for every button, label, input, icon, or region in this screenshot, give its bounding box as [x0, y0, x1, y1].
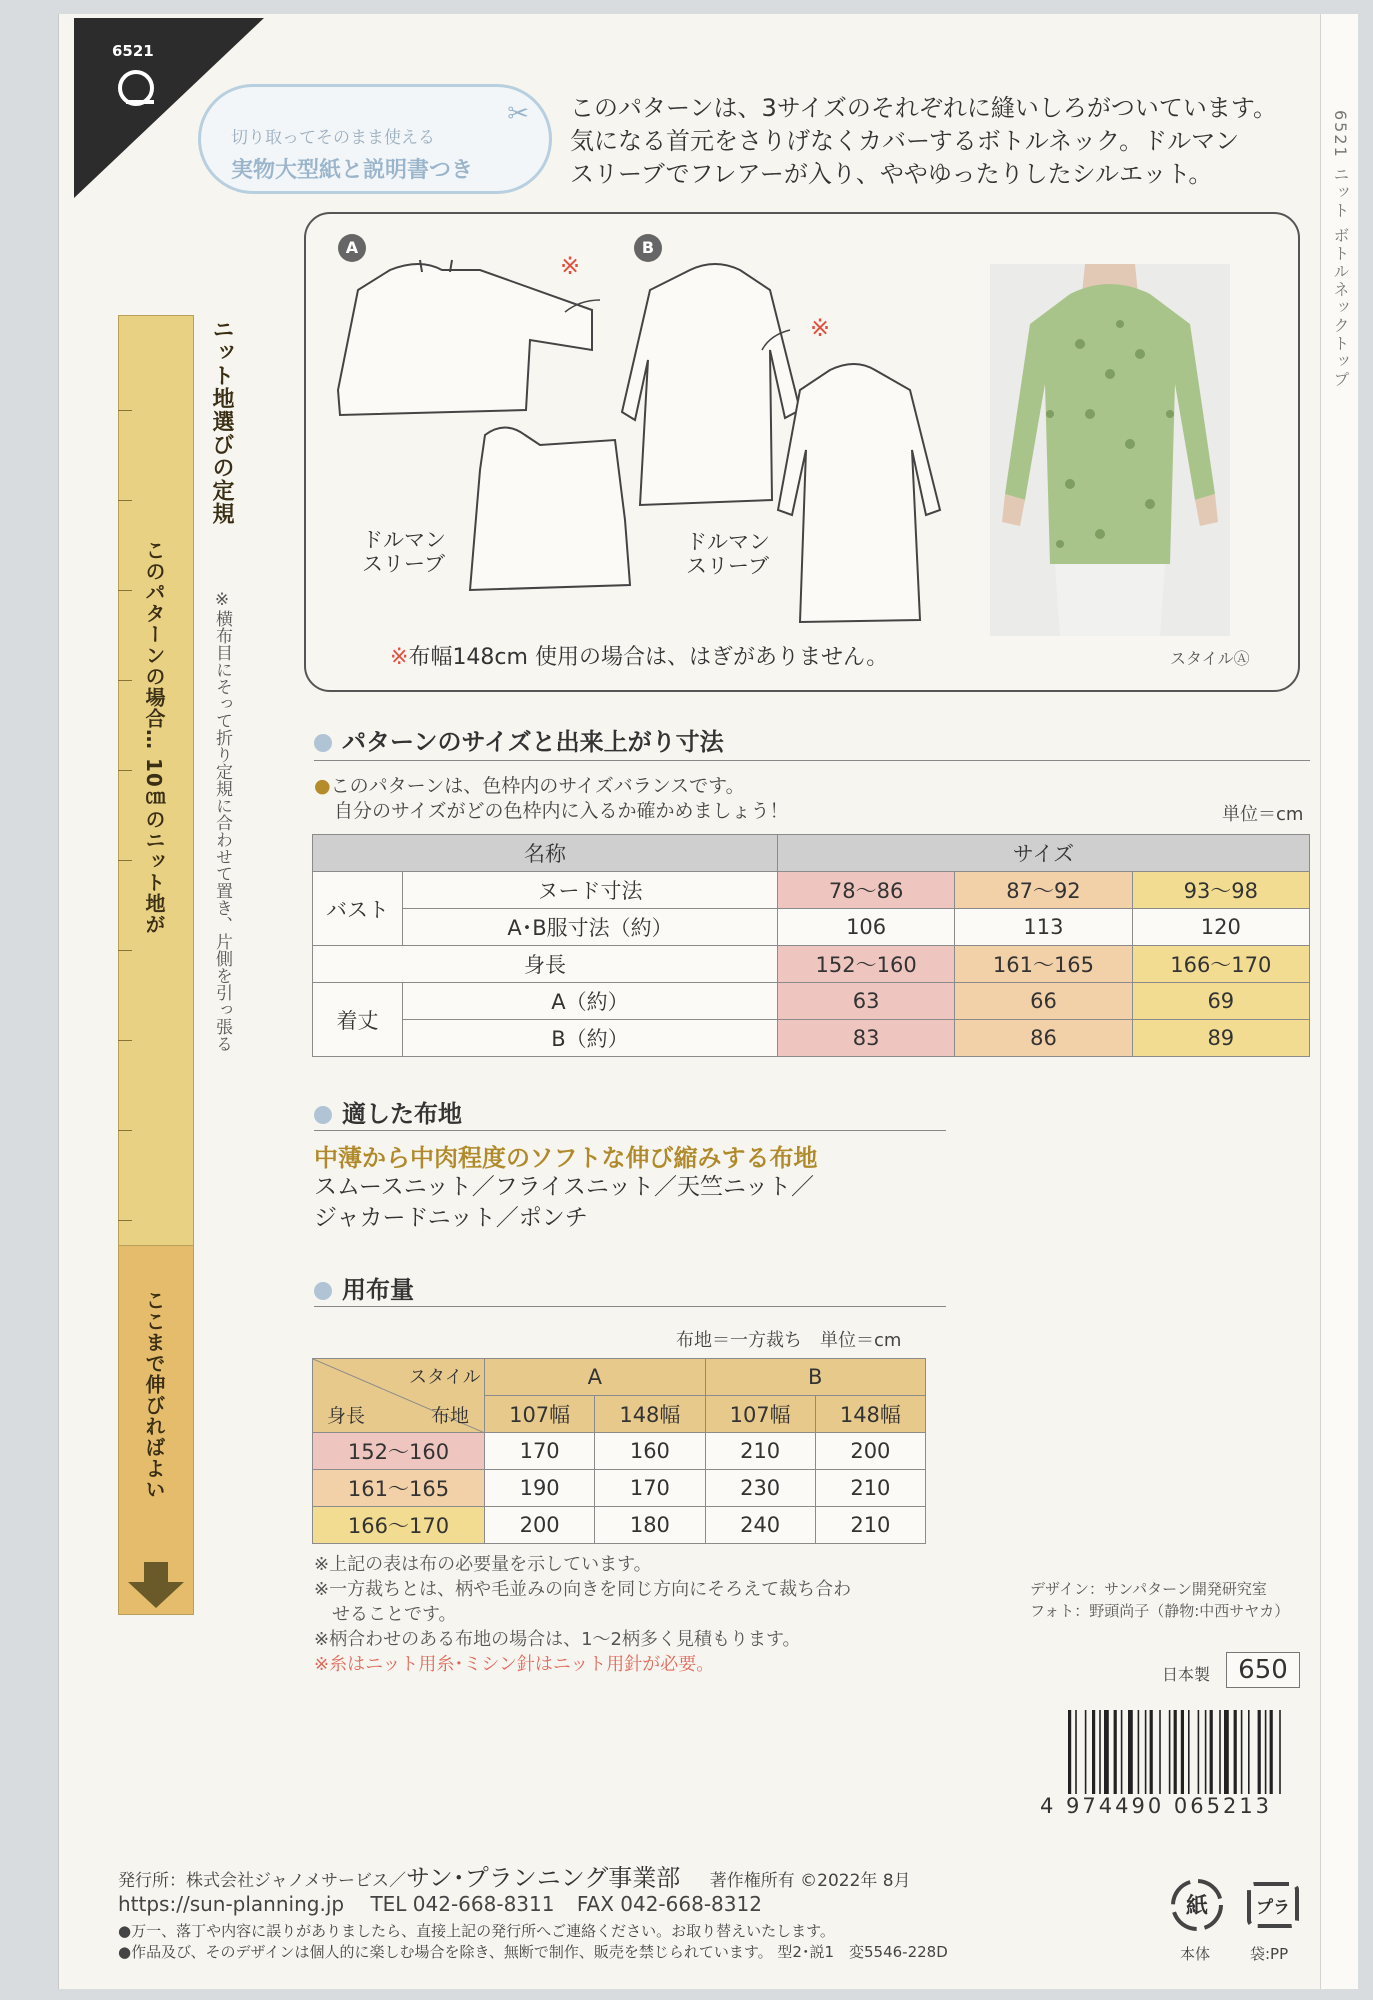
- paper-recycle-icon: [1168, 1876, 1226, 1934]
- row-label: 身長: [313, 946, 778, 983]
- table-row: [313, 909, 1310, 946]
- corner-right-label: 布地: [431, 1405, 470, 1427]
- barcode-bar: [1159, 1710, 1161, 1794]
- ruler-tick: [118, 950, 132, 951]
- width-header: 148幅: [595, 1396, 705, 1433]
- plastic-label: 袋:PP: [1250, 1945, 1289, 1963]
- barcode-bar: [1075, 1710, 1077, 1794]
- ruler-title: ニット地選びの定規: [209, 318, 234, 525]
- brand-logo-icon: [118, 70, 154, 106]
- intro-line: このパターンは、色枠内のサイズバランスです。: [330, 775, 745, 797]
- table-header-row: [313, 835, 1310, 872]
- size-cell: 106: [777, 909, 954, 946]
- barcode-bar: [1099, 1710, 1101, 1794]
- yardage-cell: 210: [705, 1433, 815, 1470]
- yardage-cell: 210: [815, 1470, 925, 1507]
- arrow-down-icon: [126, 1562, 186, 1608]
- ruler-tick: [118, 860, 132, 861]
- width-header: 107幅: [705, 1396, 815, 1433]
- size-intro: [314, 774, 788, 824]
- barcode-bar: [1104, 1710, 1109, 1794]
- yardage-cell: 200: [815, 1433, 925, 1470]
- size-unit: 単位＝cm: [1222, 804, 1304, 825]
- note-line: ※上記の表は布の必要量を示しています。: [314, 1554, 652, 1575]
- size-section-heading: [314, 722, 724, 757]
- bullet-dot-icon: [314, 734, 332, 752]
- fabric-section-heading: [314, 1094, 462, 1129]
- table-row: [313, 1020, 1310, 1057]
- heading-text: パターンのサイズと出来上がり寸法: [342, 728, 724, 756]
- ruler-note: ※横布目にそって折り定規に合わせて置き、片側を引っ張る: [212, 590, 232, 1052]
- ruler-tick: [118, 1040, 132, 1041]
- size-cell: 86: [955, 1020, 1132, 1057]
- row-label: A（約）: [403, 983, 778, 1020]
- intro-line: このパターンは、3サイズのそれぞれに縫いしろがついています。: [570, 94, 1277, 122]
- note-line: ※柄合わせのある布地の場合は、1～2柄多く見積もります。: [314, 1629, 801, 1650]
- intro-line: スリーブでフレアーが入り、ややゆったりしたシルエット。: [570, 160, 1213, 188]
- barcode-bar: [1068, 1710, 1071, 1794]
- yardage-table: [312, 1358, 926, 1544]
- svg-text:プラ: プラ: [1256, 1898, 1290, 1918]
- size-cell: 161～165: [955, 946, 1132, 983]
- barcode-bar: [1174, 1710, 1177, 1794]
- yardage-cell: 170: [485, 1433, 595, 1470]
- ruler-tick: [118, 770, 132, 771]
- copyright: 著作権所有 ©2022年 8月: [709, 1871, 911, 1891]
- divider: [314, 1130, 946, 1131]
- size-cell: 66: [955, 983, 1132, 1020]
- barcode-bar: [1270, 1710, 1273, 1794]
- table-row: [313, 946, 1310, 983]
- table-row: [313, 1433, 926, 1470]
- size-cell: 166～170: [1132, 946, 1309, 983]
- table-row: [313, 872, 1310, 909]
- yardage-cell: 180: [595, 1507, 705, 1544]
- fabric-subtitle: 中薄から中肉程度のソフトな伸び縮みする布地: [314, 1144, 818, 1172]
- size-cell: 152～160: [777, 946, 954, 983]
- style-b-marker: B: [634, 234, 662, 262]
- group-cell: バスト: [313, 872, 403, 946]
- fax: FAX 042-668-8312: [576, 1892, 762, 1916]
- note-line-warning: ※糸はニット用糸･ミシン針はニット用針が必要。: [314, 1654, 715, 1675]
- heading-text: 適した布地: [342, 1100, 462, 1128]
- fabric-line: スムースニット／フライスニット／天竺ニット／: [314, 1174, 815, 1200]
- ruler-text-upper: このパターンの場合… 10㎝のニット地が: [142, 540, 166, 935]
- credits: [1030, 1578, 1289, 1622]
- pattern-badge: [198, 84, 552, 194]
- disclaimer-line: ●万一、落丁や内容に誤りがありましたら、直接上記の発行所へご連絡ください。お取り替えいたします。: [118, 1922, 835, 1940]
- barcode-bar: [1114, 1710, 1117, 1794]
- disclaimer-line: ●作品及び、そのデザインは個人的に楽しむ場合を除き、無断で制作、販売を禁じられています。 型2･説1 変5546-228D: [118, 1943, 948, 1961]
- ruler-tick: [118, 590, 132, 591]
- yardage-cell: 170: [595, 1470, 705, 1507]
- credit-line: フォト：野頭尚子（静物:中西サヤカ）: [1030, 1602, 1290, 1620]
- fabric-line: ジャカードニット／ポンチ: [314, 1205, 588, 1231]
- header-name: 名称: [313, 835, 778, 872]
- ruler-text-lower: ここまで伸びればよい: [142, 1290, 166, 1500]
- yardage-cell: 200: [485, 1507, 595, 1544]
- ruler-tick: [118, 500, 132, 501]
- bullet-dot-icon: [314, 1282, 332, 1300]
- ruler-tick: [118, 680, 132, 681]
- bullet-dot-icon: [314, 1106, 332, 1124]
- size-cell: 69: [1132, 983, 1309, 1020]
- ruler-tick: [118, 1220, 132, 1221]
- size-cell: 63: [777, 983, 954, 1020]
- group-cell: 着丈: [313, 983, 403, 1057]
- dolman-sleeve-label: ドルマン スリーブ: [686, 530, 770, 578]
- note-text: 布幅148cm 使用の場合は、はぎがありません。: [408, 645, 889, 670]
- publisher-name: サン･プランニング事業部: [405, 1864, 681, 1892]
- height-cell: 166～170: [313, 1507, 485, 1544]
- notes: [314, 1552, 954, 1677]
- badge-title: 実物大型紙と説明書つき: [231, 158, 474, 183]
- barcode-bar: [1128, 1710, 1133, 1794]
- corner-cell: [313, 1359, 485, 1433]
- note-asterisk: ※: [810, 314, 831, 342]
- yardage-section-heading: [314, 1270, 414, 1305]
- size-table: [312, 834, 1310, 1057]
- table-row: [313, 1507, 926, 1544]
- barcode-number: 4 974490 065213: [1040, 1794, 1273, 1818]
- website-url: https://sun-planning.jp: [118, 1892, 345, 1916]
- pattern-number: 6521: [112, 42, 154, 60]
- height-cell: 161～165: [313, 1470, 485, 1507]
- heading-text: 用布量: [342, 1276, 414, 1304]
- svg-text:紙: 紙: [1185, 1894, 1209, 1919]
- yardage-unit: 布地＝一方裁ち 単位＝cm: [676, 1330, 902, 1351]
- publisher-prefix: 発行所：株式会社ジャノメサービス／: [118, 1871, 406, 1891]
- width-header: 148幅: [815, 1396, 925, 1433]
- row-label: ヌード寸法: [403, 872, 778, 909]
- yardage-cell: 230: [705, 1470, 815, 1507]
- yardage-cell: 190: [485, 1470, 595, 1507]
- plastic-recycle-icon: [1244, 1876, 1302, 1934]
- fabric-list: [314, 1172, 874, 1234]
- yardage-cell: 240: [705, 1507, 815, 1544]
- note-line: せることです。: [314, 1604, 457, 1625]
- barcode-bar: [1138, 1710, 1140, 1794]
- barcode-bar: [1145, 1710, 1147, 1794]
- style-header: A: [485, 1359, 706, 1396]
- credit-line: デザイン：サンパターン開発研究室: [1030, 1580, 1267, 1598]
- corner-top-label: スタイル: [409, 1367, 481, 1388]
- publisher-line: [118, 1858, 911, 1893]
- width-header: 107幅: [485, 1396, 595, 1433]
- barcode-bar: [1150, 1710, 1153, 1794]
- size-cell: 120: [1132, 909, 1309, 946]
- divider: [314, 760, 1310, 761]
- divider: [314, 1306, 946, 1307]
- contact-line: [118, 1892, 762, 1916]
- illustration-note: [390, 640, 888, 671]
- ruler-tick: [118, 1130, 132, 1131]
- note-asterisk: ※: [560, 252, 581, 280]
- row-label: A･B服寸法（約）: [403, 909, 778, 946]
- barcode-bar: [1224, 1710, 1229, 1794]
- barcode-bar: [1210, 1710, 1213, 1794]
- size-cell: 78～86: [777, 872, 954, 909]
- note-line: ※一方裁ちとは、柄や毛並みの向きを同じ方向にそろえて裁ち合わ: [314, 1579, 852, 1600]
- header-size: サイズ: [777, 835, 1309, 872]
- model-photo: [990, 264, 1230, 636]
- barcode-bar: [1181, 1710, 1184, 1794]
- size-cell: 93～98: [1132, 872, 1309, 909]
- size-cell: 83: [777, 1020, 954, 1057]
- note-mark: ※: [390, 645, 409, 670]
- intro-line: 自分のサイズがどの色枠内に入るか確かめましょう！: [334, 800, 789, 822]
- corner-left-label: 身長: [327, 1405, 366, 1427]
- barcode-icon: [1064, 1710, 1304, 1802]
- barcode-bar: [1205, 1710, 1207, 1794]
- barcode-bar: [1188, 1710, 1190, 1794]
- barcode-bar: [1085, 1710, 1087, 1794]
- table-row: [313, 1470, 926, 1507]
- barcode-bar: [1121, 1710, 1123, 1794]
- disclaimer: [118, 1921, 1078, 1963]
- table-header-row: [313, 1359, 926, 1396]
- intro-line: 気になる首元をさりげなくカバーするボトルネック。ドルマン: [570, 127, 1240, 155]
- yardage-cell: 210: [815, 1507, 925, 1544]
- barcode-bar: [1241, 1710, 1243, 1794]
- style-a-marker: A: [338, 234, 366, 262]
- height-cell: 152～160: [313, 1433, 485, 1470]
- size-cell: 113: [955, 909, 1132, 946]
- barcode-bar: [1265, 1710, 1267, 1794]
- flap-text: 6521 ニット ボトルネックトップ: [1331, 110, 1350, 389]
- badge-subtitle: 切り取ってそのまま使える: [231, 128, 435, 148]
- paper-label: 本体: [1180, 1945, 1211, 1963]
- ruler-tick: [118, 410, 132, 411]
- barcode-bar: [1234, 1710, 1237, 1794]
- phone: TEL 042-668-8311: [370, 1892, 555, 1916]
- size-cell: 87～92: [955, 872, 1132, 909]
- barcode-bar: [1092, 1710, 1095, 1794]
- dolman-sleeve-label: ドルマン スリーブ: [362, 528, 446, 576]
- size-cell: 89: [1132, 1020, 1309, 1057]
- barcode-bar: [1248, 1710, 1250, 1794]
- made-in-label: 日本製: [1162, 1665, 1211, 1684]
- row-label: B（約）: [403, 1020, 778, 1057]
- barcode-bar: [1169, 1710, 1171, 1794]
- table-row: [313, 983, 1310, 1020]
- yardage-cell: 160: [595, 1433, 705, 1470]
- scissors-icon: ✂: [507, 99, 529, 129]
- intro-text: [570, 92, 1290, 191]
- style-header: B: [705, 1359, 926, 1396]
- price: 650: [1226, 1652, 1300, 1688]
- barcode-bar: [1219, 1710, 1221, 1794]
- photo-caption: スタイルⒶ: [1170, 649, 1250, 668]
- bullet-icon: ●: [314, 775, 331, 797]
- barcode-bar: [1198, 1710, 1200, 1794]
- barcode-bar: [1279, 1710, 1281, 1794]
- barcode-bar: [1258, 1710, 1261, 1794]
